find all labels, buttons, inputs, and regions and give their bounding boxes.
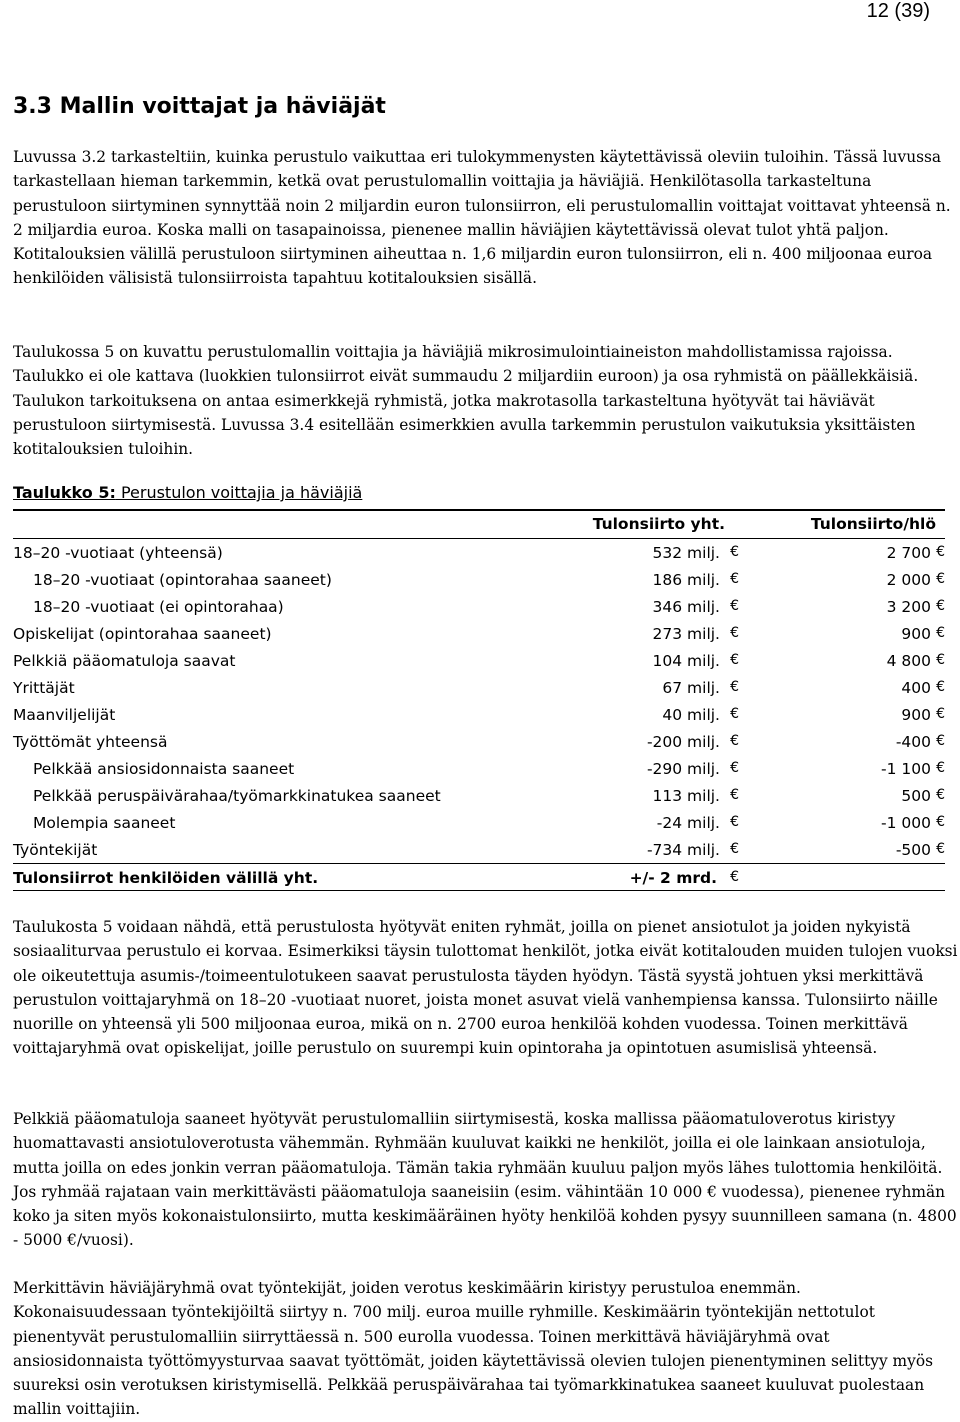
- paragraph-winners-youth: Taulukosta 5 voidaan nähdä, että perustulosta hyötyvät eniten ryhmät, joilla on pienet ansiotulot ja joiden nykyistä sosiaaliturvaa perustulo ei korvaa. Esimerkiksi täysin tulottomat henkilöt, jotka eivät kotitalouden muiden tulojen vuoksi ole oikeutettuja asumis-/toimeentulotukeen saavat perustulosta täyden hyödyn. Tästä syystä johtuen yksi merkittävä perustulon voittajaryhmä on 18–20 -vuotiaat nuoret, joista monet asuvat vielä vanhempiensa kanssa. Tulonsiirto näille nuorille on yhteensä yli 500 miljoonaa euroa, mikä on n. 2700 euroa henkilöä kohden vuodessa. Toinen merkittävä voittajaryhmä ovat opiskelijat, joille perustulo on suurempi kuin opintoraha ja opintotuen asumislisä yhteensä.: [13, 918, 958, 1058]
- euro-symbol: €: [936, 544, 945, 560]
- row-per-person-transfer: 900: [901, 706, 931, 724]
- table-row: [13, 674, 945, 701]
- row-label: 18–20 -vuotiaat (opintorahaa saaneet): [33, 571, 332, 589]
- euro-symbol: €: [730, 787, 739, 803]
- euro-symbol: €: [936, 814, 945, 830]
- euro-symbol: €: [730, 733, 739, 749]
- row-per-person-transfer: 4 800: [886, 652, 931, 670]
- row-label: Pelkkää ansiosidonnaista saaneet: [33, 760, 295, 778]
- row-label: Yrittäjät: [13, 679, 75, 697]
- euro-symbol: €: [730, 841, 739, 857]
- winners-losers-table: [13, 509, 945, 891]
- row-label: Molempia saaneet: [33, 814, 176, 832]
- table-row: [13, 728, 945, 755]
- row-total-transfer: -290 milj.: [646, 760, 720, 778]
- table-total-row: [13, 863, 945, 891]
- row-per-person-transfer: 2 700: [886, 544, 931, 562]
- euro-symbol: €: [936, 679, 945, 695]
- euro-symbol: €: [730, 598, 739, 614]
- row-total-transfer: -200 milj.: [646, 733, 720, 751]
- row-total-transfer: 113 milj.: [652, 787, 720, 805]
- euro-symbol: €: [730, 814, 739, 830]
- euro-symbol: €: [730, 652, 739, 668]
- euro-symbol: €: [730, 706, 739, 722]
- row-total-transfer: 346 milj.: [652, 598, 720, 616]
- table-row: [13, 539, 945, 566]
- euro-symbol: €: [730, 571, 739, 587]
- table-caption-text: Perustulon voittajia ja häviäjiä: [115, 483, 363, 502]
- table-caption-prefix: Taulukko 5:: [13, 483, 116, 502]
- row-label: Pelkkää peruspäivärahaa/työmarkkinatukea saaneet: [33, 787, 441, 805]
- paragraph-losers: Merkittävin häviäjäryhmä ovat työntekijät, joiden verotus keskimäärin kiristyy perustuloa enemmän. Kokonaisuudessaan työntekijöiltä siirtyy n. 700 milj. euroa muille ryhmille. Keskimäärin työntekijän nettotulot pienentyvät perustulomalliin siirryttäessä n. 500 eurolla vuodessa. Toinen merkittävä häviäjäryhmä ovat ansiosidonnaista työttömyysturvaa saavat työttömät, joiden käytettävissä olevien tulojen pienentyminen selittyy myös suureksi osin verotuksen kiristymisellä. Pelkkää peruspäivärahaa tai työmarkkinatukea saaneet kuuluvat puolestaan mallin voittajiin.: [13, 1279, 933, 1419]
- euro-symbol: €: [936, 760, 945, 776]
- row-total-transfer: 40 milj.: [662, 706, 720, 724]
- row-label: Työntekijät: [13, 841, 98, 859]
- row-total-transfer: 532 milj.: [652, 544, 720, 562]
- table-row: [13, 620, 945, 647]
- table-caption: [13, 483, 362, 502]
- row-per-person-transfer: -1 100: [881, 760, 931, 778]
- paragraph-intro: Luvussa 3.2 tarkasteltiin, kuinka perustulo vaikuttaa eri tulokymmenysten käytettävissä oleviin tuloihin. Tässä luvussa tarkastellaan hieman tarkemmin, ketkä ovat perustulomallin voittajia ja häviäjiä. Henkilötasolla tarkasteltuna perustuloon siirtyminen synnyttää noin 2 miljardin euron tulonsiirron, eli perustulomallin voittajat voittavat yhteensä n. 2 miljardia euroa. Koska malli on tasapainoissa, pienenee mallin häviäjien käytettävissä olevat tulot yhtä paljon. Kotitalouksien välillä perustuloon siirtyminen aiheuttaa n. 1,6 miljardin euron tulonsiirron, eli n. 400 miljoonaa euroa henkilöiden välisistä tulonsiirroista tapahtuu kotitalouksien sisällä.: [13, 148, 951, 288]
- col-header-per-person: Tulonsiirto/hlö: [810, 515, 936, 533]
- row-per-person-transfer: 400: [901, 679, 931, 697]
- euro-symbol: €: [936, 652, 945, 668]
- table-row: [13, 701, 945, 728]
- total-row-label: Tulonsiirrot henkilöiden välillä yht.: [13, 869, 319, 887]
- euro-symbol: €: [936, 598, 945, 614]
- paragraph-capital-income: Pelkkiä pääomatuloja saaneet hyötyvät perustulomalliin siirtymisestä, koska mallissa pääomatuloverotus kiristyy huomattavasti ansiotuloverotusta vähemmän. Ryhmään kuuluvat kaikki ne henkilöt, joilla ei ole lainkaan ansiotuloja, mutta joilla on edes jonkin verran pääomatuloja. Tämän takia ryhmään kuuluu paljon myös lähes tulottomia henkilöitä. Jos ryhmää rajataan vain merkittävästi pääomatuloja saaneisiin (esim. vähintään 10 000 € vuodessa), pienenee ryhmän koko ja siten myös kokonaistulonsiirto, mutta keskimääräinen hyöty henkilöä kohden pysyy suunnilleen samana (n. 4800 - 5000 €/vuosi).: [13, 1110, 957, 1250]
- euro-symbol: €: [730, 760, 739, 776]
- euro-symbol: €: [936, 706, 945, 722]
- row-per-person-transfer: -400: [895, 733, 931, 751]
- euro-symbol: €: [730, 625, 739, 641]
- row-total-transfer: 186 milj.: [652, 571, 720, 589]
- row-label: Työttömät yhteensä: [13, 733, 168, 751]
- table-row: [13, 836, 945, 863]
- row-per-person-transfer: -1 000: [881, 814, 931, 832]
- row-total-transfer: 67 milj.: [662, 679, 720, 697]
- row-total-transfer: -24 milj.: [656, 814, 720, 832]
- row-label: Maanviljelijät: [13, 706, 116, 724]
- row-per-person-transfer: 900: [901, 625, 931, 643]
- euro-symbol: €: [730, 679, 739, 695]
- euro-symbol: €: [936, 787, 945, 803]
- row-total-transfer: -734 milj.: [646, 841, 720, 859]
- table-row: [13, 782, 945, 809]
- table-header: [13, 511, 945, 539]
- paragraph-table-description: Taulukossa 5 on kuvattu perustulomallin voittajia ja häviäjiä mikrosimulointiaineiston mahdollistamissa rajoissa. Taulukko ei ole kattava (luokkien tulonsiirrot eivät summaudu 2 miljardiin euroon) ja osa ryhmistä on päällekkäisiä. Taulukon tarkoituksena on antaa esimerkkejä ryhmistä, jotka makrotasolla tarkasteltuna hyötyvät tai häviävät perustuloon siirtymisestä. Luvussa 3.4 esitellään esimerkkien avulla tarkemmin perustulon vaikutuksia yksittäisten kotitalouksien tuloihin.: [13, 343, 919, 459]
- euro-symbol: €: [730, 869, 739, 885]
- row-per-person-transfer: -500: [895, 841, 931, 859]
- table-row: [13, 809, 945, 836]
- section-heading: 3.3 Mallin voittajat ja häviäjät: [13, 94, 386, 119]
- row-label: 18–20 -vuotiaat (ei opintorahaa): [33, 598, 284, 616]
- page-number: 12 (39): [866, 0, 930, 22]
- row-per-person-transfer: 2 000: [886, 571, 931, 589]
- row-label: Pelkkiä pääomatuloja saavat: [13, 652, 236, 670]
- row-label: 18–20 -vuotiaat (yhteensä): [13, 544, 223, 562]
- row-per-person-transfer: 500: [901, 787, 931, 805]
- euro-symbol: €: [730, 544, 739, 560]
- table-body: [13, 539, 945, 863]
- total-row-value: +/- 2 mrd.: [629, 869, 717, 887]
- row-per-person-transfer: 3 200: [886, 598, 931, 616]
- row-total-transfer: 273 milj.: [652, 625, 720, 643]
- euro-symbol: €: [936, 625, 945, 641]
- col-header-total: Tulonsiirto yht.: [592, 515, 725, 533]
- euro-symbol: €: [936, 733, 945, 749]
- euro-symbol: €: [936, 841, 945, 857]
- row-total-transfer: 104 milj.: [652, 652, 720, 670]
- table-row: [13, 566, 945, 593]
- table-row: [13, 593, 945, 620]
- table-row: [13, 647, 945, 674]
- euro-symbol: €: [936, 571, 945, 587]
- row-label: Opiskelijat (opintorahaa saaneet): [13, 625, 272, 643]
- table-row: [13, 755, 945, 782]
